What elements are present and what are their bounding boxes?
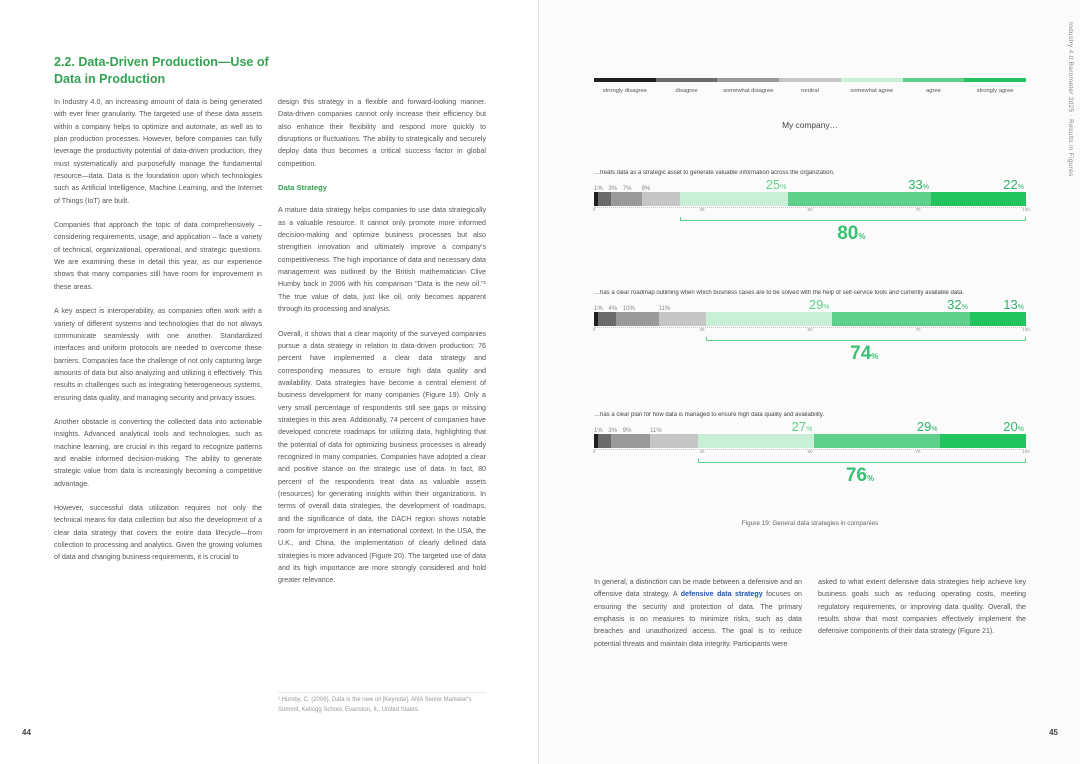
agree-bracket [698,459,1026,463]
x-tick-label: 100 [1022,449,1030,454]
left-page [0,0,539,764]
data-label: 1% [594,428,603,434]
bar-segment [642,192,681,206]
x-tick-label: 100 [1022,327,1030,332]
chart-row [592,170,1030,245]
legend-swatch [656,78,718,82]
data-label: 29% [916,419,938,434]
x-tick-label: 50 [807,207,813,212]
x-tick-label: 0 [592,449,596,454]
x-tick-label: 100 [1022,207,1030,212]
data-label: 9% [622,428,632,434]
legend-swatch [841,78,903,82]
bar-segment [598,192,611,206]
legend-label: strongly disagree [602,88,647,94]
bar-segment [832,312,970,326]
x-tick-label: 25 [699,327,705,332]
series-label: …has a clear plan for how data is managed to ensure high data quality and availability. [594,412,825,418]
x-axis [592,207,1030,217]
bar-segment [616,312,659,326]
stacked-bar [594,192,1026,206]
bar-segment [680,192,788,206]
paragraph: Companies that approach the topic of data comprehensively – considering requirements, usage, and application – face a variety of technical, organizational, operational, and strategic questions. We are examining these in detail this year, as our experience shows that many companies still have room for improvement in these areas. [54,221,262,291]
subheading-data-strategy: Data Strategy [278,183,327,193]
bar-segment [931,192,1026,206]
x-tick-label: 75 [915,449,921,454]
x-axis [592,327,1030,337]
bar-segment [598,312,615,326]
legend-swatch [964,78,1026,82]
stacked-bar [594,312,1026,326]
keyword-defensive-data-strategy: defensive data strategy [680,590,763,599]
paragraph: In general, a distinction can be made between a defensive and an offensive data strategy. A [594,578,802,599]
series-label: …has a clear roadmap outlining when which business cases are to be solved with the help of self-service tools and currently available data. [594,290,964,296]
chart-row [592,290,1030,365]
agree-bracket [706,337,1026,341]
data-label: 3% [608,186,618,192]
bar-segment [814,434,939,448]
legend-label: agree [926,88,941,94]
data-label: 3% [608,428,618,434]
bar-segment [611,192,641,206]
stacked-bar [594,434,1026,448]
paragraph: In Industry 4.0, an increasing amount of data is being generated with ever finer granularity. The targeted use of these data assets within a company helps to optimize and automate, as well as to plan production processes. However, before companies can fully leverage the productivity potential of data-driven production, they must systematically and purposefully manage the fundamental resource—data. Data is the foundation upon which technologies such as Artificial Intelligence, Machine Learning, and the Internet of Things (IoT) are built. [54,98,262,205]
x-tick-label: 75 [915,327,921,332]
section-title: 2.2. Data-Driven Production—Use of Data in Production [54,55,269,86]
text-column-4 [818,576,1026,638]
page-number: 44 [22,728,31,737]
agree-total-label: 76% [845,465,875,486]
bar-segment [970,312,1026,326]
bar-segment [940,434,1026,448]
x-tick-label: 0 [592,207,596,212]
legend-color-strip [594,78,1026,82]
legend-swatch [717,78,779,82]
paragraph: focuses on ensuring the security and protection of data. The primary emphasis is on measures to minimize risks, such as data breaches and unauthorized access. The goal is to reduce potential threats and maintain data integrity. Participants were [594,590,802,648]
legend-label: strongly agree [976,88,1014,94]
legend-swatch [779,78,841,82]
x-tick-label: 0 [592,327,596,332]
data-label: 22% [1003,177,1024,192]
data-label: 11% [650,428,662,434]
x-tick-label: 25 [699,207,705,212]
x-tick-label: 50 [807,327,813,332]
footnote: ¹ Humby, C. (2006). Data is the new oil [Keynote]. ANA Senior Marketer's Summit, Kellogg School, Evanston, IL, United States. [278,692,486,715]
paragraph: Another obstacle is converting the collected data into actionable insights. Advanced analytical tools and technologies, such as machine learning, are crucial in this regard to recognize patterns and enable informed decision-making. The ability to generate strategic value from data is increasingly becoming a competitive advantage. [54,417,262,488]
legend-swatch [903,78,965,82]
chart-row [592,412,1030,487]
legend-label: somewhat agree [850,88,894,94]
running-header: Industry 4.0 Barometer 2025 · Results in Figures [1067,22,1074,177]
legend-label: neutral [801,88,819,94]
data-label: 4% [608,306,618,312]
data-label: 29% [808,297,830,312]
value-labels [594,296,1026,312]
value-labels [594,418,1026,434]
right-page [540,0,1080,764]
paragraph: design this strategy in a flexible and forward-looking manner. Data-driven companies cannot only increase their efficiency but also enhance their flexibility and respond more quickly to disruptions or fluctuations. The ability to strategically and securely deploy data thus becomes a critical success factor in global competition. [278,98,486,168]
value-labels [594,176,1026,192]
data-label: 7% [622,186,632,192]
legend-swatch [594,78,656,82]
data-label: 20% [1003,419,1024,434]
data-label: 10% [622,306,635,312]
agree-total-label: 74% [850,343,879,364]
legend-labels [594,88,1026,94]
bar-segment [650,434,698,448]
data-label: 13% [1003,297,1024,312]
figure-caption: Figure 19: General data strategies in companies [741,520,879,527]
series-label: …treats data as a strategic asset to generate valuable information across the organization. [594,170,835,176]
data-label: 1% [594,186,603,192]
text-column-2 [278,96,486,599]
agree-bracket [680,217,1026,221]
bar-segment [659,312,707,326]
bar-segment [698,434,815,448]
data-label: 25% [765,177,787,192]
data-label: 33% [908,177,929,192]
agree-total-label: 80% [837,223,866,244]
paragraph: Overall, it shows that a clear majority of the surveyed companies pursue a data strategy in relation to data-driven production: 76 percent have implemented a clear data strategy and corresponding measures to ensure high data quality and availability. Data strategies have become a central element of business development for many companies (Figure 19). Only a very small percentage of respondents still see gaps or missing strategies in this area. Additionally, 74 percent of companies have developed concrete roadmaps for utilizing data, highlighting that the potential of data for optimizing business processes is already recognized in many companies. Companies have adopted a clear and positive stance on the strategic use of data. In fact, 80 percent of the respondents treat data as valuable assets (resources) for generating insights within their organizations. In terms of overall data strategies, the development of roadmaps, and the significance of data, the DACH region shows notable room for improvement in an international context. In the USA, the U.K., and China, the implementation of clearly defined data strategies is more advanced (Figure 20). The targeted use of data and its high importance are more strongly considered and hold greater relevance. [278,329,486,585]
x-tick-label: 50 [807,449,813,454]
data-label: 27% [791,419,813,434]
text-column-3 [594,576,802,650]
paragraph: asked to what extent defensive data strategies help achieve key business goals such as reducing operating costs, meeting regulatory requirements, or improving data quality. Overall, the results show that most companies effectively implement the defensive components of their data strategy (Figure 21). [818,578,1026,636]
bar-segment [788,192,931,206]
bar-segment [598,434,611,448]
bar-segment [611,434,650,448]
bar-segment [706,312,831,326]
legend-label: disagree [675,88,698,94]
data-label: 9% [641,186,651,192]
data-label: 1% [594,306,603,312]
chart-legend [594,78,1026,94]
text-column-1 [54,96,262,576]
page-number: 45 [1049,728,1058,737]
data-label: 32% [947,297,968,312]
paragraph: A mature data strategy helps companies to use data strategically as a valuable resource. It cannot only promote more informed decision-making and optimize business processes but also strengthen innovation and ultimately improve a company's competitiveness. The high importance of data and necessary data management was outlined by the British mathematician Clive Humby back in 2006 with his comparison "Data is the new oil."¹ The true value of data, just like oil, only becomes apparent through its processing and analysis. [278,206,486,314]
x-tick-label: 25 [699,449,705,454]
x-tick-label: 75 [915,207,921,212]
legend-label: somewhat disagree [723,88,774,94]
paragraph: However, successful data utilization requires not only the technical means for data collection but also the development of a clear data strategy that covers the entire data lifecycle—from collection to processing and analytics. Given the growing volumes of data and changing business requirements, it is crucial to [54,503,262,562]
x-axis [592,449,1030,459]
chart-heading: My company… [782,120,838,130]
data-label: 11% [658,306,671,312]
paragraph: A key aspect is interoperability, as companies often work with a variety of different systems and technologies that do not always communicate seamlessly with one another. Standardized interfaces and uniform protocols are needed to overcome these barriers. Companies face the challenge of not only capturing large amounts of data but also analyzing and utilizing it effectively. This results in challenges such as integrating heterogeneous systems, ensuring data quality, and managing security and privacy issues. [54,307,262,402]
